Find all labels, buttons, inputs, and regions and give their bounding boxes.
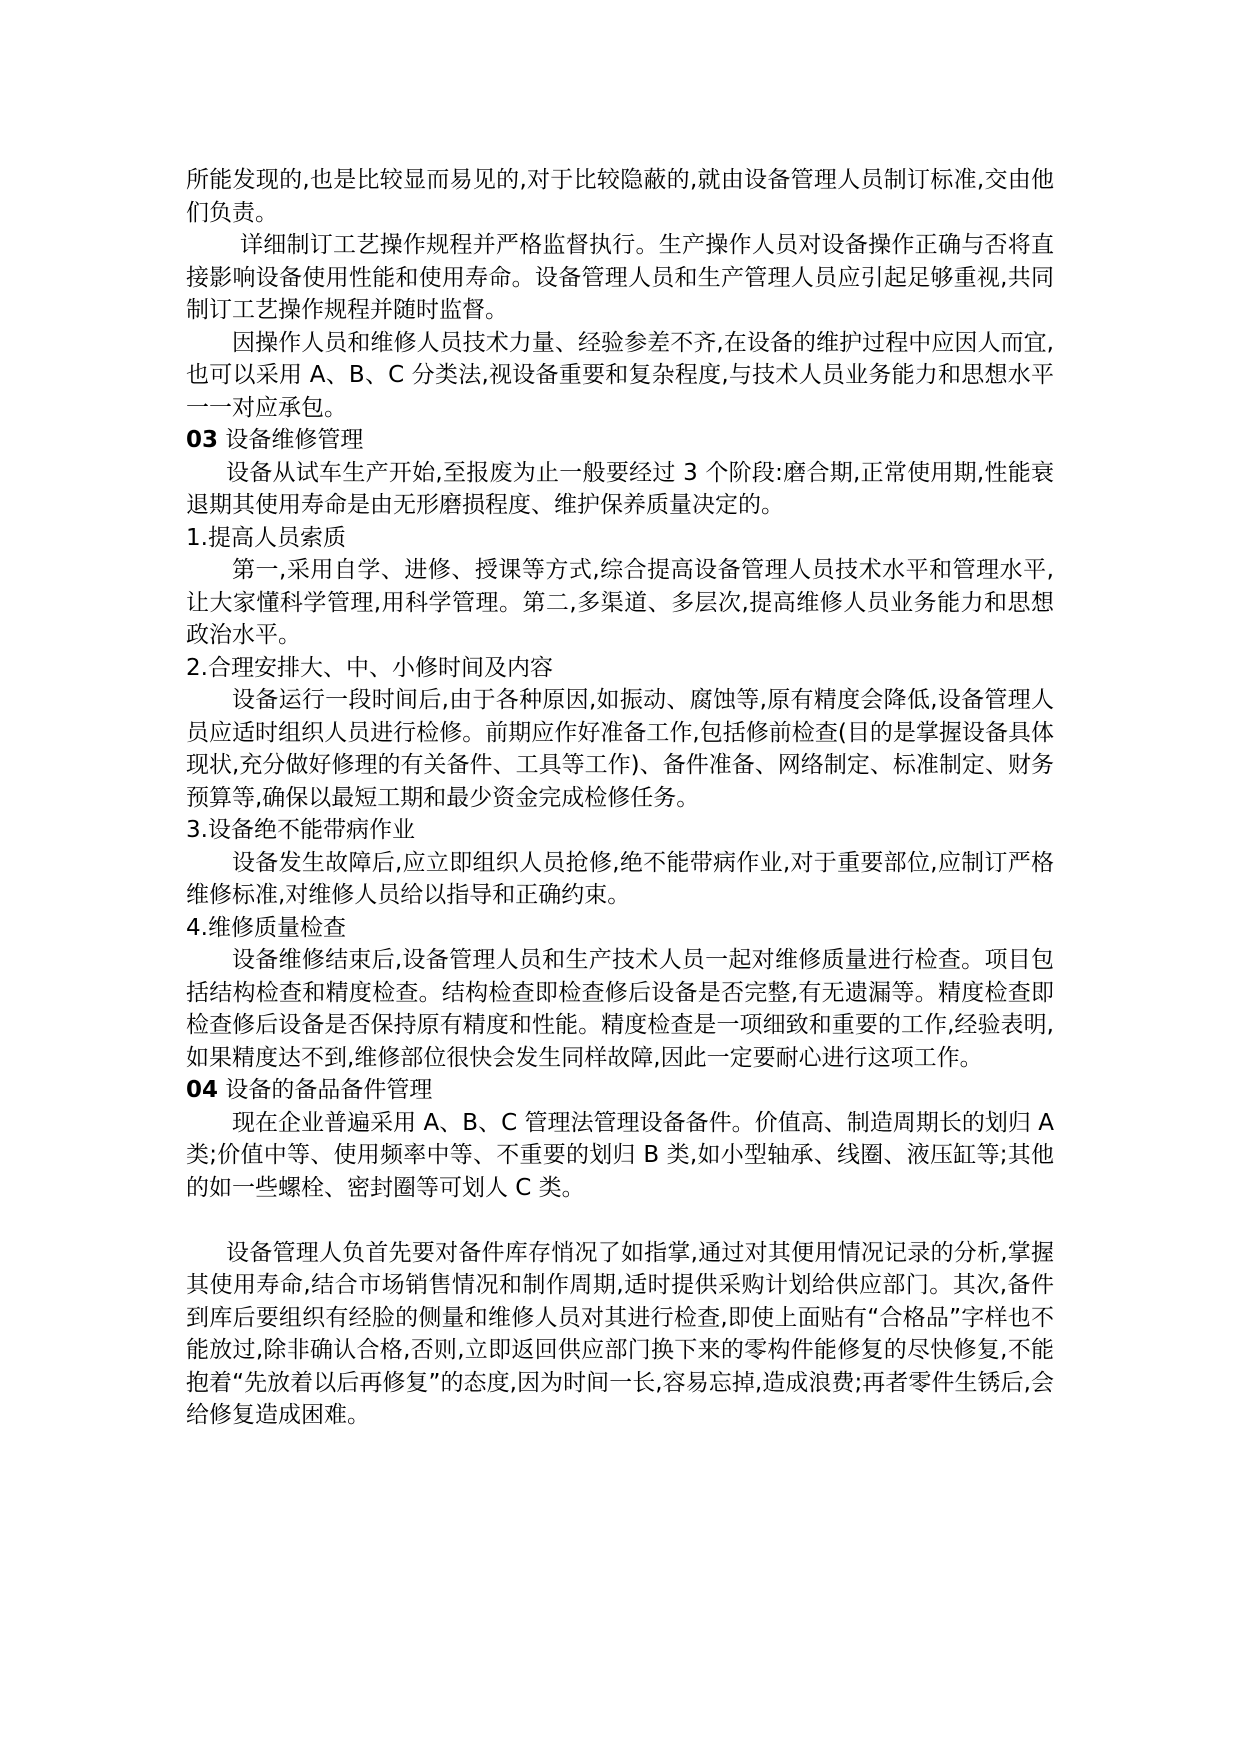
blank-line xyxy=(186,1204,1054,1237)
paragraph-repair-scheduling: 设备运行一段时间后,由于各种原因,如振动、腐蚀等,原有精度会降低,设备管理人员应适时组织人员进行检修。前期应作好准备工作,包括修前检查(目的是掌握设备具体现状,充分做好修理的有关备件、工具等工作)、备件准备、网络制定、标准制定、财务预算等,确保以最短工期和最少资金完成检修任务。 xyxy=(186,687,1054,811)
subheading-3: 3.设备绝不能带病作业 xyxy=(186,817,415,843)
section-03-heading xyxy=(186,424,1054,457)
paragraph-abc-classification: 因操作人员和维修人员技术力量、经验参差不齐,在设备的维护过程中应因人而宜,也可以采用 A、B、C 分类法,视设备重要和复杂程度,与技术人员业务能力和思想水平一一对应承包。 xyxy=(186,329,1054,421)
section-04-heading xyxy=(186,1074,1054,1107)
paragraph-abc-spare-parts: 现在企业普遍采用 A、B、C 管理法管理设备备件。价值高、制造周期长的划归 A 类;价值中等、使用频率中等、不重要的划归 B 类,如小型轴承、线圈、液压缸等;其他的如一些螺栓、密封圈等可划人 C 类。 xyxy=(186,1109,1054,1201)
paragraph-operation-rules: 详细制订工艺操作规程并严格监督执行。生产操作人员对设备操作正确与否将直接影响设备使用性能和使用寿命。设备管理人员和生产管理人员应引起足够重视,共同制订工艺操作规程并随时监督。 xyxy=(186,232,1054,323)
section-03-number: 03 xyxy=(186,427,219,453)
paragraph-quality-inspection: 设备维修结束后,设备管理人员和生产技术人员一起对维修质量进行检查。项目包括结构检查和精度检查。结构检查即检查修后设备是否完整,有无遗漏等。精度检查即检查修后设备是否保持原有精度和性能。精度检查是一项细致和重要的工作,经验表明,如果精度达不到,维修部位很快会发生同样故障,因此一定要耐心进行这项工作。 xyxy=(186,947,1054,1071)
paragraph-three-stages: 设备从试车生产开始,至报废为止一般要经过 3 个阶段:磨合期,正常使用期,性能衰退期其使用寿命是由无形磨损程度、维护保养质量决定的。 xyxy=(186,459,1054,518)
section-04-number: 04 xyxy=(186,1077,219,1103)
subheading-1: 1.提高人员索质 xyxy=(186,524,346,551)
section-03-title: 设备维修管理 xyxy=(218,427,364,453)
paragraph-no-faulty-operation: 设备发生故障后,应立即组织人员抢修,绝不能带病作业,对于重要部位,应制订严格维修标准,对维修人员给以指导和正确约束。 xyxy=(186,849,1054,908)
paragraph-continuation: 所能发现的,也是比较显而易见的,对于比较隐蔽的,就由设备管理人员制订标准,交由他们负责。 xyxy=(186,167,1054,226)
paragraph-inventory-management: 设备管理人负首先要对备件库存悄况了如指掌,通过对其便用情况记录的分析,掌握其使用寿命,结合市场销售情况和制作周期,适时提供采购计划给供应部门。其次,备件到库后要组织有经脸的侧量和维修人员对其进行检查,即使上面贴有“合格品”字样也不能放过,除非确认合格,否则,立即返回供应部门换下来的零构件能修复的尽快修复,不能抱着“先放着以后再修复”的态度,因为时间一长,容易忘掉,造成浪费;再者零件生锈后,会给修复造成困难。 xyxy=(186,1239,1054,1428)
paragraph-staff-quality: 第一,采用自学、进修、授课等方式,综合提高设备管理人员技术水平和管理水平,让大家懂科学管理,用科学管理。第二,多渠道、多层次,提高维修人员业务能力和思想政治水平。 xyxy=(186,557,1054,648)
document-page xyxy=(186,164,1054,1432)
subheading-4: 4.维修质量检查 xyxy=(186,914,346,941)
subheading-2: 2.合理安排大、中、小修时间及内容 xyxy=(186,654,553,681)
section-04-title: 设备的备品备件管理 xyxy=(218,1077,433,1103)
